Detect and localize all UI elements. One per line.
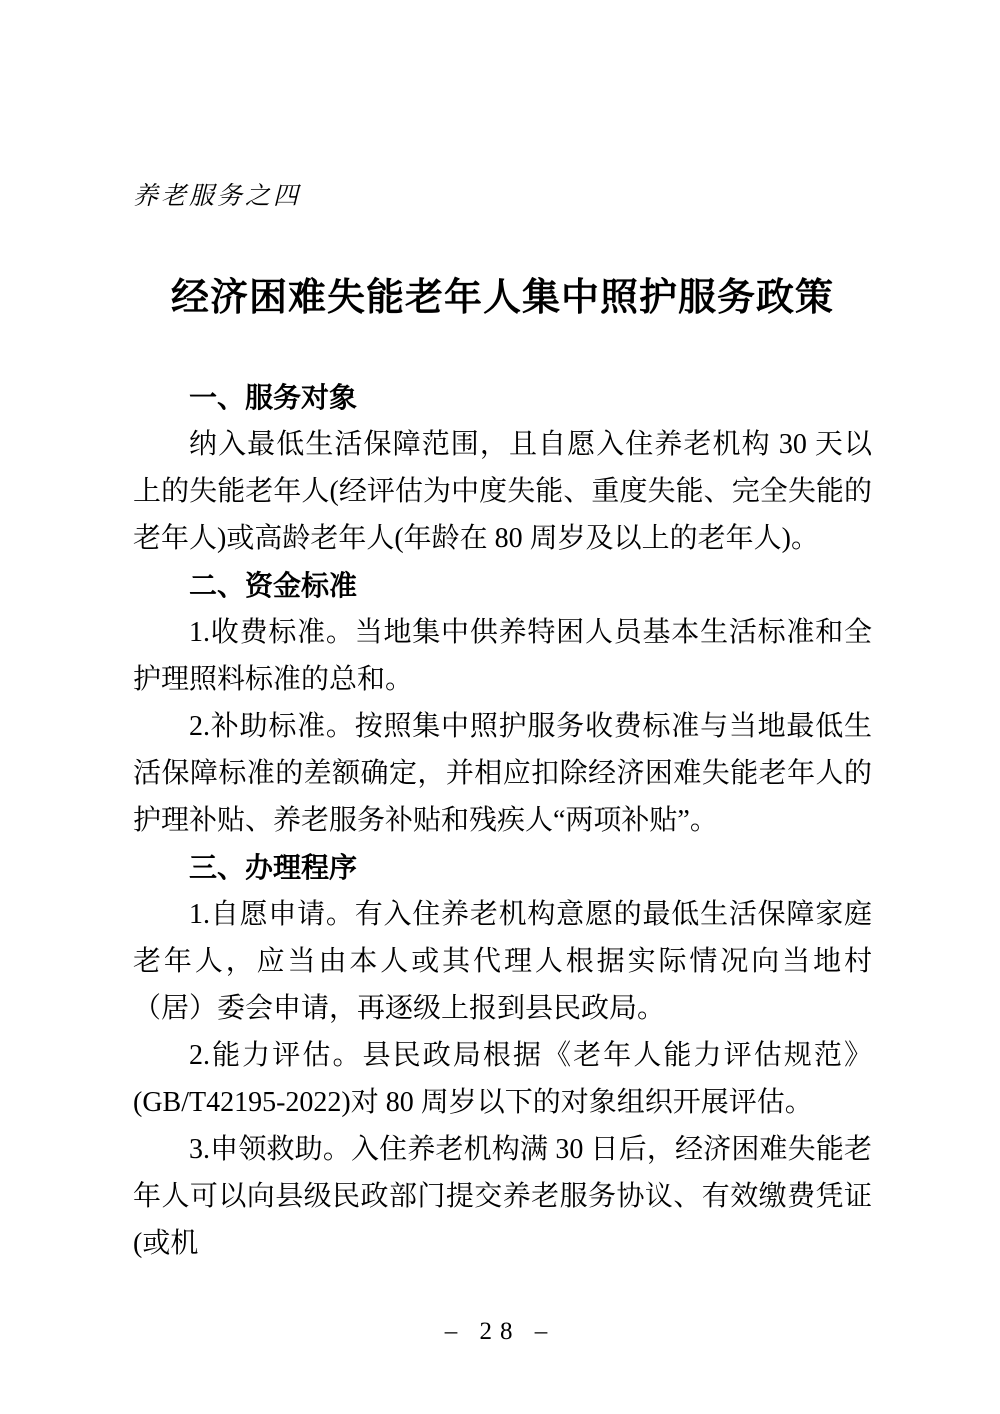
doc-series-label: 养老服务之四: [133, 183, 302, 210]
page-title: 经济困难失能老年人集中照护服务政策: [170, 277, 834, 319]
paragraph: 2.补助标准。按照集中照护服务收费标准与当地最低生活保障标准的差额确定，并相应扣除经济困难失能老年人的护理补贴、养老服务补贴和残疾人“两项补贴”。: [133, 711, 872, 836]
paragraph: 1.收费标准。当地集中供养特困人员基本生活标准和全护理照料标准的总和。: [133, 617, 872, 695]
document-body: [133, 374, 872, 1267]
paragraph: 2.能力评估。县民政局根据《老年人能力评估规范》(GB/T42195-2022)对 80 周岁以下的对象组织开展评估。: [133, 1040, 872, 1118]
paragraph: 纳入最低生活保障范围，且自愿入住养老机构 30 天以上的失能老年人(经评估为中度失能、重度失能、完全失能的老年人)或高龄老年人(年龄在 80 周岁及以上的老年人)。: [133, 429, 872, 554]
section-heading-service-targets: 一、服务对象: [189, 382, 358, 413]
paragraph: 3.申领救助。入住养老机构满 30 日后，经济困难失能老年人可以向县级民政部门提交养老服务协议、有效缴费凭证(或机: [133, 1134, 872, 1259]
section-heading-procedures: 三、办理程序: [189, 852, 358, 883]
section-heading-funding-standards: 二、资金标准: [189, 570, 358, 601]
page-number: – 28 –: [444, 1318, 556, 1345]
paragraph: 1.自愿申请。有入住养老机构意愿的最低生活保障家庭老年人，应当由本人或其代理人根据实际情况向当地村（居）委会申请，再逐级上报到县民政局。: [133, 899, 872, 1024]
